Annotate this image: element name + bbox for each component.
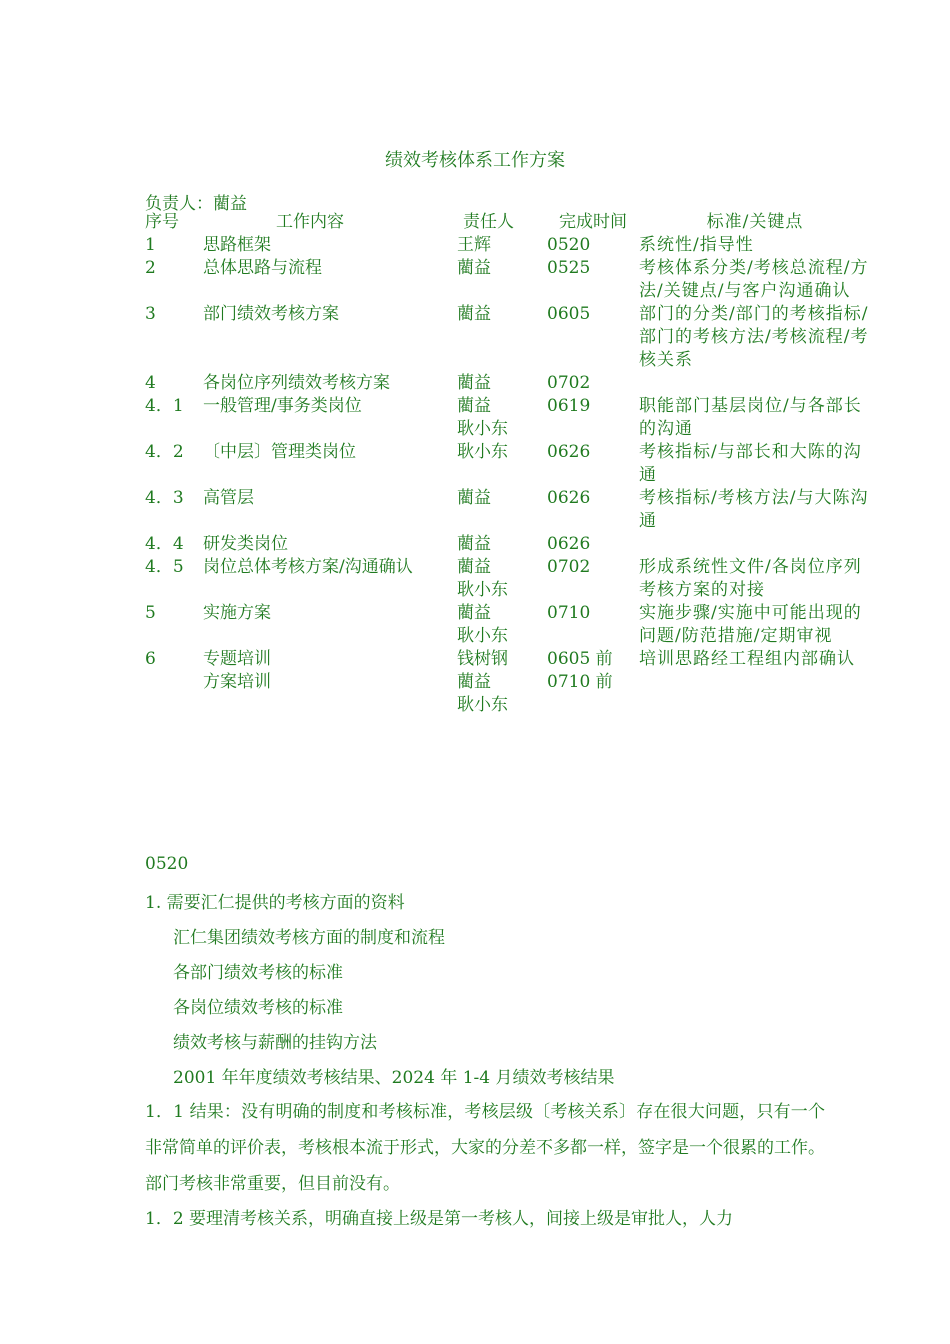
list-item: 各部门绩效考核的标准: [173, 963, 343, 983]
row-date: 0605: [547, 304, 591, 324]
row-key: 系统性/指导性: [639, 235, 754, 255]
row-no: 4．3: [145, 488, 184, 508]
row-task: 部门绩效考核方案: [203, 304, 339, 324]
header-date: 完成时间: [559, 212, 627, 232]
table-row: [145, 441, 871, 487]
row-key: 职能部门基层岗位/与各部长的沟通: [639, 396, 862, 439]
row-person: 钱树钢: [457, 649, 508, 669]
row-task: 一般管理/事务类岗位: [203, 396, 362, 416]
row-no: 4．4: [145, 534, 184, 554]
work-plan-table: [145, 211, 871, 717]
row-no: 4: [145, 373, 156, 393]
row-date: 0626: [547, 442, 591, 462]
row-no: 3: [145, 304, 156, 324]
table-row: [145, 257, 871, 303]
row-no: 4．2: [145, 442, 184, 462]
row-no: 5: [145, 603, 156, 623]
row-key: 实施步骤/实施中可能出现的问题/防范措施/定期审视: [639, 603, 862, 646]
row-no: 4．5: [145, 557, 184, 577]
row-date: 0702: [547, 373, 591, 393]
row-no: 2: [145, 258, 156, 278]
row-task: 实施方案: [203, 603, 271, 623]
header-person: 责任人: [463, 212, 514, 232]
row-person: 藺益: [457, 373, 491, 393]
row-date: 0520: [547, 235, 591, 255]
row-task: 总体思路与流程: [203, 258, 322, 278]
table-row: [145, 234, 871, 257]
row-task: 研发类岗位: [203, 534, 288, 554]
materials-list: [145, 886, 825, 1096]
row-person: 藺益 耿小东: [457, 672, 508, 715]
row-date: 0626: [547, 488, 591, 508]
row-task: 方案培训: [203, 672, 271, 692]
row-date: 0525: [547, 258, 591, 278]
table-row: [145, 602, 871, 648]
table-row: [145, 533, 871, 556]
list-item: 汇仁集团绩效考核方面的制度和流程: [173, 928, 445, 948]
paragraph-1-1: 1．1 结果：没有明确的制度和考核标准，考核层级〔考核关系〕存在很大问题，只有一个非常简单的评价表，考核根本流于形式，大家的分差不多都一样，签字是一个很累的工作。部门考核非常重要，但目前没有。: [145, 1102, 825, 1194]
row-task: 〔中层〕管理类岗位: [203, 442, 356, 462]
row-person: 藺益: [457, 304, 491, 324]
row-key: 培训思路经工程组内部确认: [639, 649, 855, 669]
row-key: 考核指标/考核方法/与大陈沟通: [639, 488, 869, 531]
table-row: [145, 487, 871, 533]
row-key: [639, 533, 871, 556]
table-row: [145, 395, 871, 441]
list-item: 绩效考核与薪酬的挂钩方法: [173, 1033, 377, 1053]
row-no: [145, 671, 203, 717]
table-header-row: [145, 211, 871, 234]
row-no: 1: [145, 235, 156, 255]
list-item: 各岗位绩效考核的标准: [173, 998, 343, 1018]
row-task: 高管层: [203, 488, 254, 508]
row-person: 藺益 耿小东: [457, 557, 508, 600]
table-row: [145, 303, 871, 372]
table-row: [145, 372, 871, 395]
row-task: 专题培训: [203, 649, 271, 669]
row-date: 0710: [547, 603, 591, 623]
row-no: 4．1: [145, 396, 184, 416]
header-key: 标准/关键点: [706, 212, 804, 232]
paragraph-1-2: 1．2 要理清考核关系，明确直接上级是第一考核人，间接上级是审批人，人力: [145, 1209, 734, 1229]
header-task: 工作内容: [276, 212, 344, 232]
row-date: 0626: [547, 534, 591, 554]
row-no: 6: [145, 649, 156, 669]
list-title: 1. 需要汇仁提供的考核方面的资料: [145, 893, 405, 913]
row-key: 部门的分类/部门的考核指标/部门的考核方法/考核流程/考核关系: [639, 304, 869, 370]
owner-line: 负责人：藺益: [145, 194, 247, 214]
row-key: [639, 671, 871, 717]
row-person: 藺益: [457, 488, 491, 508]
table-row: [145, 556, 871, 602]
list-item: 2001 年年度绩效考核结果、2024 年 1-4 月绩效考核结果: [173, 1068, 615, 1088]
row-task: 思路框架: [203, 235, 271, 255]
row-date: 0605 前: [547, 649, 613, 669]
row-date: 0619: [547, 396, 591, 416]
row-task: 岗位总体考核方案/沟通确认: [203, 557, 413, 577]
table-row: [145, 648, 871, 671]
document-title: 绩效考核体系工作方案: [385, 150, 565, 171]
header-no: 序号: [145, 212, 179, 232]
date-heading: 0520: [145, 854, 189, 874]
row-person: 藺益: [457, 534, 491, 554]
row-person: 王辉: [457, 235, 491, 255]
row-person: 藺益 耿小东: [457, 396, 508, 439]
table-row: [145, 671, 871, 717]
row-key: [639, 372, 871, 395]
row-person: 藺益: [457, 258, 491, 278]
row-key: 形成系统性文件/各岗位序列考核方案的对接: [639, 557, 862, 600]
row-person: 耿小东: [457, 442, 508, 462]
row-key: 考核指标/与部长和大陈的沟通: [639, 442, 862, 485]
row-date: 0702: [547, 557, 591, 577]
row-date: 0710 前: [547, 672, 613, 692]
row-task: 各岗位序列绩效考核方案: [203, 373, 390, 393]
row-key: 考核体系分类/考核总流程/方法/关键点/与客户沟通确认: [639, 258, 869, 301]
row-person: 藺益 耿小东: [457, 603, 508, 646]
